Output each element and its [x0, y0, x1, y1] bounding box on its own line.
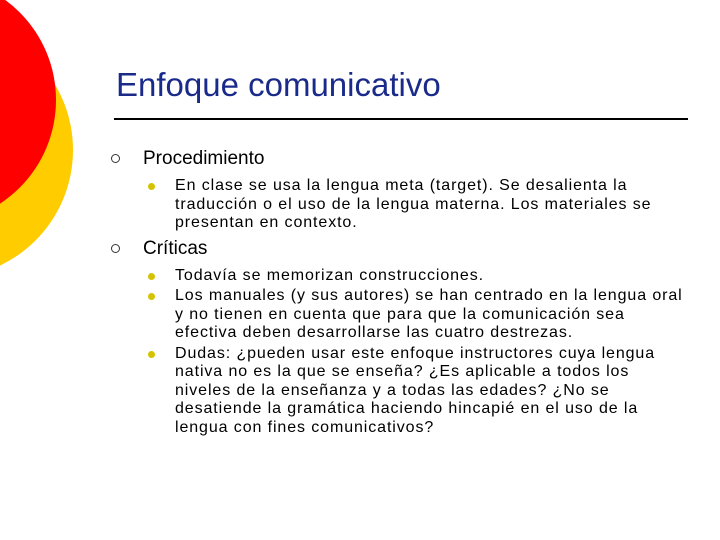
bullet-label: Críticas [143, 237, 208, 259]
subitem-text: Todavía se memorizan construcciones. [175, 266, 484, 284]
slide-title: Enfoque comunicativo [116, 66, 441, 103]
ring-bullet-icon [111, 244, 120, 253]
subitem [110, 345, 690, 438]
dot-bullet-icon [148, 351, 155, 358]
criticas-subitems [110, 267, 690, 438]
subitem-text: En clase se usa la lengua meta (target). Se desalienta la traducción o el uso de la lengua materna. Los materiales se presentan en contexto. [175, 177, 652, 231]
bullet-criticas [110, 235, 690, 263]
subitem [110, 287, 690, 343]
ring-bullet-icon [111, 154, 120, 163]
slide-content [110, 143, 690, 439]
bullet-label: Procedimiento [143, 148, 265, 169]
decorative-circles [0, 0, 90, 300]
title-divider [114, 118, 688, 120]
bullet-procedimiento [110, 145, 690, 173]
procedimiento-subitems [110, 177, 690, 233]
dot-bullet-icon [148, 293, 155, 300]
dot-bullet-icon [148, 273, 155, 280]
subitem-text: Dudas: ¿pueden usar este enfoque instructores cuya lengua nativa no es la que se enseña? ¿Es aplicable a todos los niveles de la enseñanza y a todas las edades? ¿No se desatiende la gramática haciendo hincapié en el uso de la lengua con fines comunicativos? [175, 344, 656, 436]
subitem [110, 177, 690, 233]
dot-bullet-icon [148, 183, 155, 190]
subitem-text: Los manuales (y sus autores) se han centrado en la lengua oral y no tienen en cuenta que para que la comunicación sea efectiva deben desarrollarse las cuatro destrezas. [175, 287, 683, 341]
subitem [110, 267, 690, 286]
